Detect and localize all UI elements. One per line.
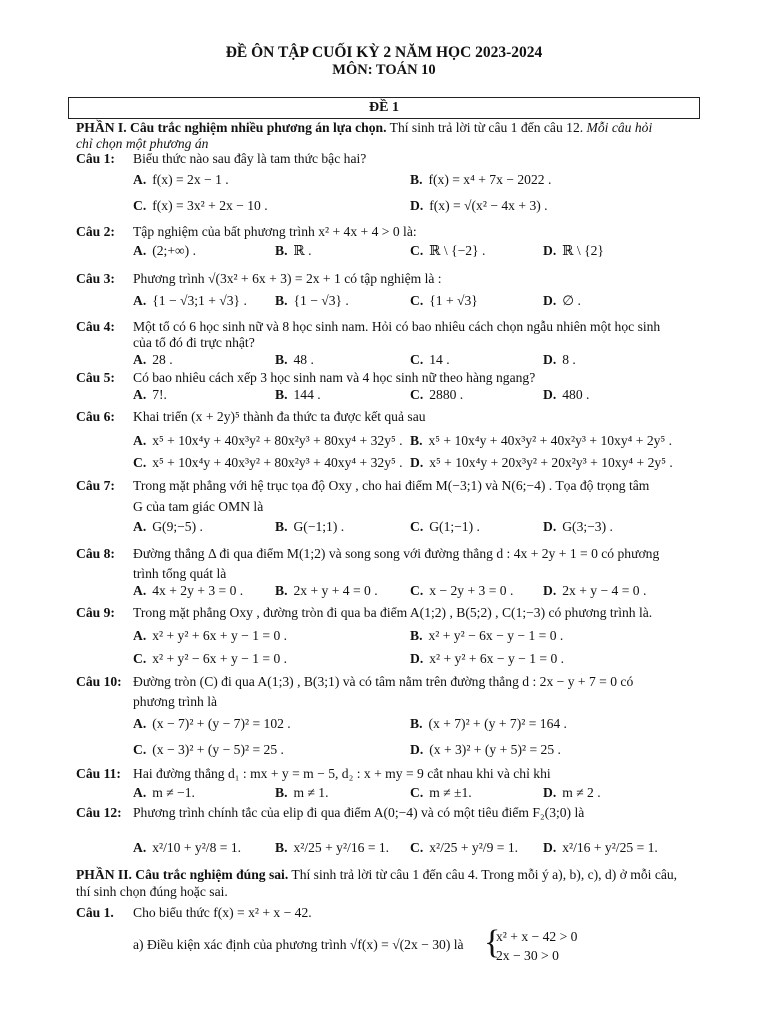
option-c[interactable] [410,243,485,259]
option-a[interactable] [133,243,196,259]
option-b[interactable] [410,716,567,732]
question-label: Câu 4: [76,319,115,334]
question-text-line2: của tổ đó đi trực nhật? [133,335,255,350]
option-d[interactable] [543,243,604,259]
document-subject: MÔN: TOÁN 10 [332,62,436,78]
document-title: ĐỀ ÔN TẬP CUỐI KỲ 2 NĂM HỌC 2023-2024 [225,44,543,61]
option-letter: A. [133,519,147,534]
part2-instruction: Thí sinh trả lời từ câu 1 đến câu 4. Trong mỗi ý a), b), c), d) ở mỗi câu, [288,867,678,882]
part2-heading: PHẦN II. Câu trắc nghiệm đúng sai. [76,867,289,882]
option-text: x⁵ + 10x⁴y + 40x³y² + 80x²y³ + 80xy⁴ + 32y⁵ . [152,433,403,448]
system-line-1: x² + x − 42 > 0 [496,929,578,944]
option-b[interactable] [410,628,563,644]
question-text: Tập nghiệm của bất phương trình x² + 4x + 4 > 0 là: [133,224,417,239]
option-letter: B. [275,519,288,534]
option-text: x² + y² + 6x + y − 1 = 0 . [152,628,288,643]
option-text: 48 . [293,352,314,367]
option-text: f(x) = x⁴ + 7x − 2022 . [428,172,552,187]
option-a[interactable] [133,519,203,535]
option-a[interactable] [133,293,247,309]
option-c[interactable] [410,785,472,801]
option-text: x²/25 + y²/16 = 1. [293,840,390,855]
option-letter: C. [410,785,424,800]
option-letter: C. [133,455,147,470]
statement-a[interactable]: a) Điều kiện xác định của phương trình √f(x) = √(2x − 30) là [133,937,464,952]
option-letter: C. [410,387,424,402]
question-label: Câu 3: [76,271,115,286]
option-text: ℝ \ {2} [562,243,604,258]
option-b[interactable] [275,785,329,801]
option-c[interactable] [133,198,268,214]
option-letter: C. [410,519,424,534]
option-text: x²/16 + y²/25 = 1. [562,840,658,855]
option-text: (x − 3)² + (y − 5)² = 25 . [152,742,284,757]
option-a[interactable] [133,628,287,644]
question-text-line2: phương trình là [133,694,218,709]
question-label: Câu 8: [76,546,115,561]
part1-instruction-italic: Mỗi câu hỏi [586,120,653,135]
option-text: x⁵ + 10x⁴y + 40x³y² + 80x²y³ + 40xy⁴ + 32y⁵ . [152,455,403,470]
question-label: Câu 12: [76,805,122,820]
option-text: m ≠ ±1. [429,785,472,800]
option-letter: D. [410,742,424,757]
question-text: Phương trình √(3x² + 6x + 3) = 2x + 1 có tập nghiệm là : [133,271,442,286]
option-letter: D. [543,243,557,258]
part1-instruction: Thí sinh trả lời từ câu 1 đến câu 12. [386,120,587,135]
option-d[interactable] [410,198,548,214]
option-text: f(x) = 2x − 1 . [152,172,229,187]
option-d[interactable] [543,352,576,368]
option-letter: B. [275,293,288,308]
option-letter: A. [133,628,147,643]
option-text: ℝ . [293,243,312,258]
option-text: 8 . [562,352,576,367]
option-text: G(1;−1) . [429,519,480,534]
option-c[interactable] [410,519,480,535]
part2-instruction-line2: thí sinh chọn đúng hoặc sai. [76,884,228,899]
part2-question-label: Câu 1. [76,905,114,920]
option-text: 144 . [293,387,321,402]
option-text: ℝ \ {−2} . [429,243,486,258]
option-c[interactable] [410,387,463,403]
option-letter: B. [410,628,423,643]
option-letter: C. [133,651,147,666]
option-letter: C. [133,742,147,757]
option-letter: D. [543,840,557,855]
question-text: Một tổ có 6 học sinh nữ và 8 học sinh nam. Hỏi có bao nhiêu cách chọn ngẫu nhiên một học sinh [133,319,661,334]
question-label: Câu 10: [76,674,122,689]
option-c[interactable] [133,455,403,471]
part1-heading-line [76,120,652,136]
option-d[interactable] [543,293,581,309]
option-text: 2880 . [429,387,464,402]
option-letter: B. [275,583,288,598]
question-label: Câu 6: [76,409,115,424]
option-d[interactable] [410,455,673,471]
option-d[interactable] [410,651,564,667]
question-text: Phương trình chính tắc của elip đi qua điểm A(0;−4) và có một tiêu điểm F₂(3;0) là [133,805,585,820]
option-a[interactable] [133,172,229,188]
question-text: Đường thẳng Δ đi qua điểm M(1;2) và song song với đường thẳng d : 4x + 2y + 1 = 0 có phương [133,546,660,561]
option-text: G(−1;1) . [293,519,345,534]
option-a[interactable] [133,387,167,403]
option-letter: A. [133,387,147,402]
option-c[interactable] [410,352,450,368]
option-text: 2x + y + 4 = 0 . [293,583,378,598]
part2-question-text: Cho biểu thức f(x) = x² + x − 42. [133,905,312,920]
option-a[interactable] [133,716,291,732]
option-d[interactable] [543,840,658,856]
option-letter: B. [410,172,423,187]
option-text: 14 . [429,352,450,367]
question-label: Câu 11: [76,766,121,781]
option-letter: B. [410,716,423,731]
part1-instruction-line2 [76,136,208,152]
option-letter: D. [543,785,557,800]
option-letter: A. [133,840,147,855]
question-text: Trong mặt phẳng Oxy , đường tròn đi qua ba điểm A(1;2) , B(5;2) , C(1;−3) có phương trình là. [133,605,653,620]
option-letter: C. [410,293,424,308]
option-letter: A. [133,433,147,448]
option-letter: C. [410,583,424,598]
option-letter: A. [133,785,147,800]
option-letter: D. [410,651,424,666]
option-letter: A. [133,352,147,367]
option-d[interactable] [410,742,561,758]
part1-heading: PHẦN I. Câu trắc nghiệm nhiều phương án lựa chọn. [76,120,387,135]
option-text: {1 − √3} . [293,293,349,308]
option-a[interactable] [133,840,241,856]
option-text: {1 − √3;1 + √3} . [152,293,247,308]
option-a[interactable] [133,352,173,368]
option-text: x² + y² + 6x − y − 1 = 0 . [429,651,565,666]
option-c[interactable] [410,293,478,309]
option-letter: A. [133,243,147,258]
option-b[interactable] [275,519,344,535]
option-b[interactable] [275,840,389,856]
exam-code-box: ĐỀ 1 [68,97,700,119]
option-letter: D. [543,387,557,402]
option-text: ∅ . [562,293,581,308]
question-text: Trong mặt phẳng với hệ trục tọa độ Oxy , cho hai điểm M(−3;1) và N(6;−4) . Tọa độ trọng tâm [133,478,650,493]
option-a[interactable] [133,433,403,449]
option-c[interactable] [410,583,513,599]
option-text: 7!. [152,387,167,402]
question-text: Khai triển (x + 2y)⁵ thành đa thức ta được kết quả sau [133,409,426,424]
option-b[interactable] [275,583,378,599]
option-letter: B. [275,352,288,367]
option-d[interactable] [543,387,589,403]
option-text: (x − 7)² + (y − 7)² = 102 . [152,716,291,731]
option-letter: B. [275,243,288,258]
option-letter: D. [410,455,424,470]
option-c[interactable] [410,840,518,856]
option-text: x² + y² − 6x − y − 1 = 0 . [428,628,564,643]
option-b[interactable] [410,172,551,188]
option-text: x⁵ + 10x⁴y + 40x³y² + 40x²y³ + 10xy⁴ + 2y⁵ . [428,433,672,448]
option-letter: A. [133,716,147,731]
option-d[interactable] [543,583,646,599]
option-letter: A. [133,172,147,187]
question-label: Câu 5: [76,370,115,385]
option-text: m ≠ −1. [152,785,195,800]
system-brace-icon: { [484,924,501,961]
option-text: x²/25 + y²/9 = 1. [429,840,519,855]
option-letter: C. [410,840,424,855]
option-c[interactable] [133,742,284,758]
option-text: x − 2y + 3 = 0 . [429,583,514,598]
option-text: f(x) = 3x² + 2x − 10 . [152,198,268,213]
option-letter: D. [543,352,557,367]
option-a[interactable] [133,785,195,801]
option-text: m ≠ 1. [293,785,329,800]
option-text: (x + 7)² + (y + 7)² = 164 . [428,716,567,731]
option-text: 2x + y − 4 = 0 . [562,583,647,598]
option-text: f(x) = √(x² − 4x + 3) . [429,198,548,213]
option-letter: B. [275,785,288,800]
option-b[interactable] [275,352,314,368]
option-text: 4x + 2y + 3 = 0 . [152,583,244,598]
option-letter: A. [133,293,147,308]
option-text: {1 + √3} [429,293,478,308]
question-text-line2: trình tổng quát là [133,566,227,581]
option-letter: B. [275,840,288,855]
option-text: x⁵ + 10x⁴y + 20x³y² + 20x²y³ + 10xy⁴ + 2y⁵ . [429,455,673,470]
option-b[interactable] [275,387,321,403]
option-letter: D. [543,519,557,534]
option-letter: C. [410,352,424,367]
option-letter: B. [275,387,288,402]
option-letter: D. [543,293,557,308]
option-text: G(3;−3) . [562,519,613,534]
option-d[interactable] [543,519,613,535]
option-a[interactable] [133,583,243,599]
question-label: Câu 1: [76,151,115,166]
part1-instruction-italic-2: chỉ chọn một phương án [76,136,209,151]
option-text: (2;+∞) . [152,243,197,258]
option-text: m ≠ 2 . [562,785,601,800]
option-text: x² + y² − 6x + y − 1 = 0 . [152,651,288,666]
option-letter: B. [410,433,423,448]
option-letter: C. [410,243,424,258]
question-text: Có bao nhiêu cách xếp 3 học sinh nam và 4 học sinh nữ theo hàng ngang? [133,370,536,385]
option-text: x²/10 + y²/8 = 1. [152,840,242,855]
option-letter: C. [133,198,147,213]
question-text: Đường tròn (C) đi qua A(1;3) , B(3;1) và có tâm nằm trên đường thẳng d : 2x − y + 7 = 0 có [133,674,634,689]
option-b[interactable] [275,243,312,259]
option-letter: D. [543,583,557,598]
part2-heading-line [76,867,677,883]
option-letter: D. [410,198,424,213]
option-text: 28 . [152,352,173,367]
question-label: Câu 2: [76,224,115,239]
option-letter: A. [133,583,147,598]
option-b[interactable] [275,293,349,309]
option-d[interactable] [543,785,601,801]
option-text: G(9;−5) . [152,519,203,534]
question-text-line2: G của tam giác OMN là [133,499,264,514]
option-text: (x + 3)² + (y + 5)² = 25 . [429,742,561,757]
question-label: Câu 7: [76,478,115,493]
option-c[interactable] [133,651,287,667]
option-b[interactable] [410,433,672,449]
question-label: Câu 9: [76,605,115,620]
question-text: Hai đường thẳng d₁ : mx + y = m − 5, d₂ : x + my = 9 cắt nhau khi và chỉ khi [133,766,551,781]
system-line-2: 2x − 30 > 0 [496,948,559,963]
option-text: 480 . [562,387,590,402]
question-text: Biểu thức nào sau đây là tam thức bậc hai? [133,151,367,166]
